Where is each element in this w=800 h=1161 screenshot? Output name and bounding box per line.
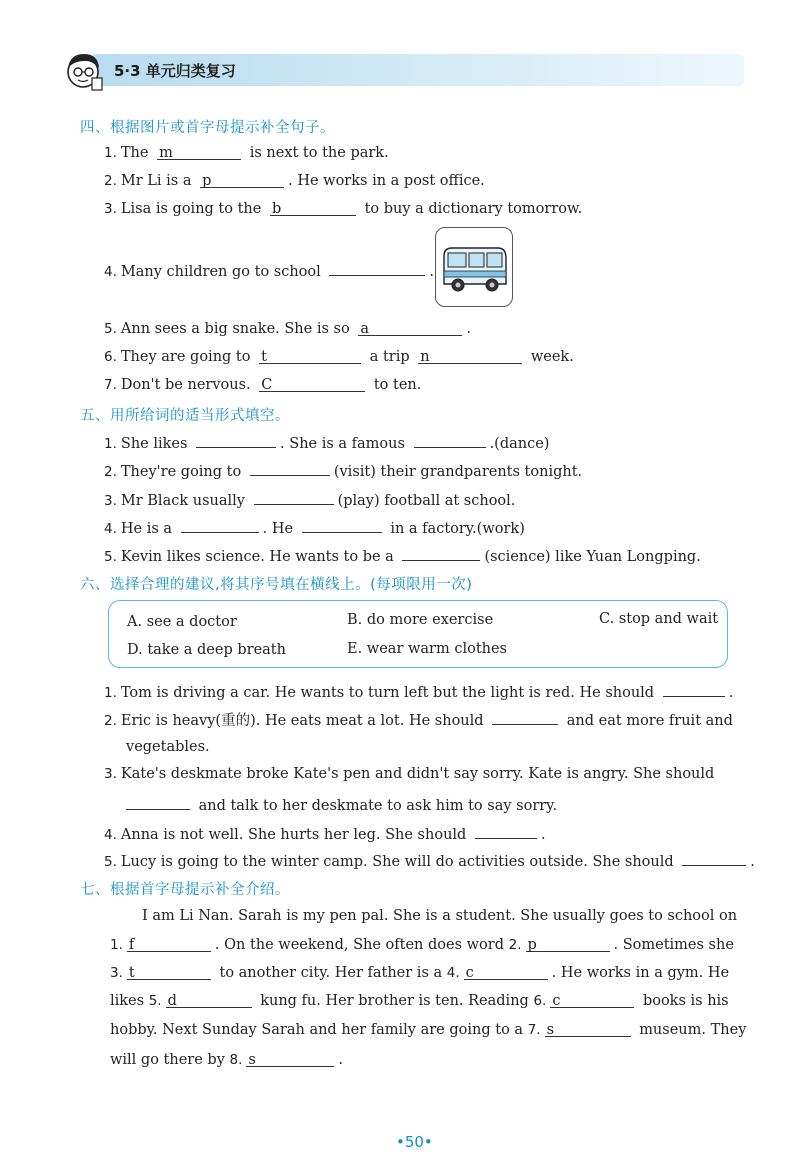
text: They're going to (120, 464, 242, 480)
section-5-title: 五、用所给词的适当形式填空。 (80, 408, 290, 424)
item-number: 1. (104, 436, 117, 452)
item-number: 3. (104, 201, 117, 217)
answer-blank[interactable] (302, 516, 382, 533)
answer-blank[interactable] (492, 708, 558, 725)
text: Don't be nervous. (120, 377, 251, 393)
option-e: E. wear warm clothes (347, 641, 508, 657)
answer-blank[interactable] (246, 1050, 334, 1067)
q4-item-4 (104, 259, 434, 282)
text: to another city. Her father is a (219, 965, 443, 981)
answer-blank[interactable] (259, 347, 361, 364)
option-a: A. see a doctor (127, 614, 237, 630)
answer-blank[interactable] (181, 516, 259, 533)
text: Mr Black usually (120, 493, 245, 509)
text: (play) football at school. (337, 493, 516, 509)
item-number: 3. (104, 493, 117, 509)
item-number: 8. (229, 1052, 243, 1068)
text: . He works in a post office. (288, 173, 485, 189)
text: They are going to (120, 349, 251, 365)
text: week. (530, 349, 574, 365)
item-number: 2. (104, 464, 117, 480)
answer-blank[interactable] (270, 199, 356, 216)
text: (science) like Yuan Longping. (484, 549, 701, 565)
mascot-icon (62, 48, 108, 94)
text: a trip (369, 349, 410, 365)
q6-item-4 (104, 822, 546, 845)
answer-blank[interactable] (545, 1020, 631, 1037)
text: Kevin likes science. He wants to be a (120, 549, 394, 565)
q5-item-5 (104, 544, 701, 567)
item-number: 6. (104, 349, 117, 365)
text: She likes (120, 436, 188, 452)
text: . He (262, 521, 294, 537)
answer-blank[interactable] (358, 319, 462, 336)
q4-item-7 (104, 375, 421, 395)
answer-blank[interactable] (402, 544, 480, 561)
hint-letter: f (128, 937, 135, 953)
answer-blank[interactable] (475, 822, 537, 839)
answer-blank[interactable] (196, 431, 276, 448)
page-header (62, 48, 744, 90)
bus-icon (436, 228, 512, 306)
text: . Sometimes she (613, 937, 734, 953)
item-number: 2. (508, 937, 522, 953)
item-number: 1. (104, 145, 117, 161)
q7-line-4 (110, 991, 729, 1011)
text: in a factory.(work) (390, 521, 525, 537)
item-number: 7. (104, 377, 117, 393)
hint-letter: c (552, 993, 561, 1009)
q5-item-3 (104, 488, 515, 511)
item-number: 5. (104, 321, 117, 337)
answer-blank[interactable] (200, 171, 284, 188)
answer-blank[interactable] (663, 680, 725, 697)
text: will go there by (110, 1052, 225, 1068)
section-7-title: 七、根据首字母提示补全介绍。 (80, 882, 290, 898)
answer-blank[interactable] (250, 459, 330, 476)
answer-blank[interactable] (127, 963, 211, 980)
q6-item-2 (104, 708, 733, 731)
text: . On the weekend, She often does word (214, 937, 504, 953)
text: . (728, 685, 734, 701)
options-box (108, 600, 728, 668)
text: to ten. (373, 377, 422, 393)
answer-blank[interactable] (418, 347, 522, 364)
item-number: 3. (110, 965, 123, 981)
hint-letter: b (271, 201, 282, 217)
text: Ann sees a big snake. She is so (120, 321, 350, 337)
item-number: 4. (104, 521, 117, 537)
text: to buy a dictionary tomorrow. (364, 201, 583, 217)
hint-letter: a (360, 321, 369, 337)
q4-item-6 (104, 347, 574, 367)
header-title: 5·3 单元归类复习 (114, 62, 236, 80)
item-number: 3. (104, 766, 117, 782)
text: Many children go to school (120, 264, 321, 280)
text: . (338, 1052, 344, 1068)
q7-line-6 (110, 1050, 343, 1070)
text: books is his (642, 993, 729, 1009)
answer-blank[interactable] (166, 991, 252, 1008)
item-number: 1. (110, 937, 123, 953)
text: Anna is not well. She hurts her leg. She should (120, 827, 467, 843)
q4-item-1 (104, 143, 389, 163)
text: Eric is heavy(重的). He eats meat a lot. He should (120, 713, 484, 729)
answer-blank[interactable] (329, 259, 425, 276)
answer-blank[interactable] (157, 143, 241, 160)
text: Mr Li is a (120, 173, 192, 189)
q4-item-5 (104, 319, 471, 339)
option-d: D. take a deep breath (127, 642, 286, 658)
text: museum. They (639, 1022, 747, 1038)
hint-letter: d (167, 993, 177, 1009)
q6-item-3 (104, 764, 714, 784)
item-number: 4. (446, 965, 460, 981)
text: is next to the park. (249, 145, 389, 161)
section-4-title: 四、根据图片或首字母提示补全句子。 (80, 120, 335, 136)
q4-item-2 (104, 171, 485, 191)
q6-item-3-cont (126, 793, 557, 816)
bus-picture-frame (435, 227, 513, 307)
item-number: 4. (104, 264, 117, 280)
text: Tom is driving a car. He wants to turn left but the light is red. He should (120, 685, 655, 701)
hint-letter: m (159, 145, 173, 161)
text: He is a (120, 521, 173, 537)
answer-blank[interactable] (254, 488, 334, 505)
answer-blank[interactable] (464, 963, 548, 980)
hint-letter: p (527, 937, 537, 953)
hint-letter: n (420, 349, 430, 365)
q4-item-3 (104, 199, 582, 219)
q7-line-1: I am Li Nan. Sarah is my pen pal. She is a student. She usually goes to school on (142, 908, 738, 924)
item-number: 5. (104, 549, 117, 565)
hint-letter: C (261, 377, 273, 393)
item-number: 5. (104, 854, 117, 870)
q5-item-1 (104, 431, 549, 454)
q6-item-2-cont: vegetables. (126, 739, 210, 755)
text: Kate's deskmate broke Kate's pen and didn't say sorry. Kate is angry. She should (120, 766, 715, 782)
item-number: 7. (527, 1022, 541, 1038)
hint-letter: c (465, 965, 474, 981)
answer-blank[interactable] (682, 849, 746, 866)
hint-letter: t (128, 965, 135, 981)
answer-blank[interactable] (127, 935, 211, 952)
q6-item-5 (104, 849, 755, 872)
text: and talk to her deskmate to ask him to say sorry. (198, 798, 558, 814)
q5-item-2 (104, 459, 582, 482)
answer-blank[interactable] (414, 431, 486, 448)
text: . (540, 827, 546, 843)
option-b: B. do more exercise (347, 612, 494, 628)
text: . She is a famous (280, 436, 405, 452)
item-number: 4. (104, 827, 117, 843)
text: . He works in a gym. He (551, 965, 730, 981)
q5-item-4 (104, 516, 525, 539)
hint-letter: s (546, 1022, 555, 1038)
item-number: 6. (533, 993, 547, 1009)
q7-line-5 (110, 1020, 746, 1040)
q7-line-2 (110, 935, 734, 955)
text: .(dance) (489, 436, 550, 452)
item-number: 2. (104, 713, 117, 729)
q7-line-3 (110, 963, 729, 983)
item-number: 1. (104, 685, 117, 701)
page-number: •50• (396, 1133, 433, 1151)
option-c: C. stop and wait (599, 611, 719, 627)
answer-blank[interactable] (526, 935, 610, 952)
text: kung fu. Her brother is ten. Reading (260, 993, 529, 1009)
text: likes (110, 993, 145, 1009)
hint-letter: p (202, 173, 212, 189)
text: The (120, 145, 149, 161)
item-number: 2. (104, 173, 117, 189)
text: . (750, 854, 755, 870)
item-number: 5. (148, 993, 162, 1009)
answer-blank[interactable] (259, 375, 365, 392)
text: and eat more fruit and (566, 713, 733, 729)
answer-blank[interactable] (126, 793, 190, 810)
section-6-title: 六、选择合理的建议,将其序号填在横线上。(每项限用一次) (80, 577, 473, 593)
text: Lucy is going to the winter camp. She will do activities outside. She should (120, 854, 674, 870)
text: . (429, 264, 435, 280)
q6-item-1 (104, 680, 733, 703)
hint-letter: t (261, 349, 267, 365)
answer-blank[interactable] (550, 991, 634, 1008)
text: hobby. Next Sunday Sarah and her family are going to a (110, 1022, 524, 1038)
text: . (466, 321, 471, 337)
text: (visit) their grandparents tonight. (333, 464, 583, 480)
hint-letter: s (248, 1052, 256, 1068)
text: Lisa is going to the (120, 201, 262, 217)
